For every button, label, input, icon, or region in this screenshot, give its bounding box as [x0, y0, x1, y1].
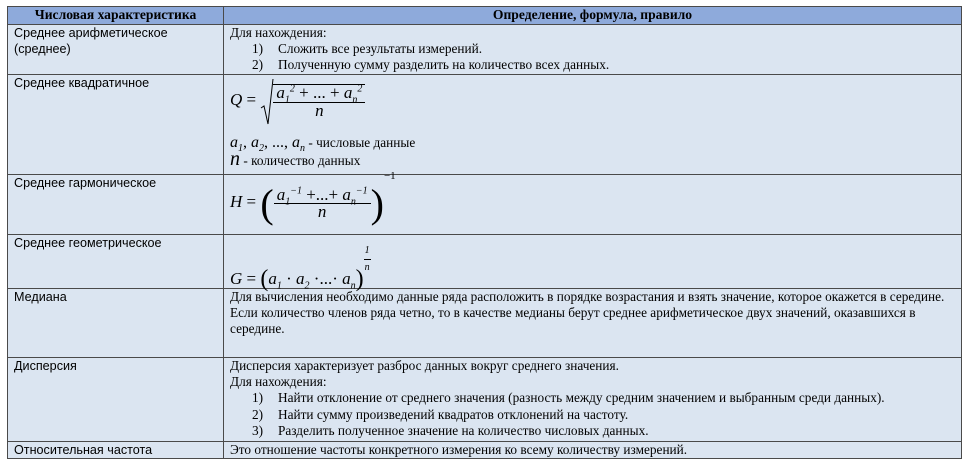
label-relative-frequency: Относительная частота [8, 442, 224, 459]
definition-harmonic-mean [224, 169, 962, 234]
list-item: 2) Полученную сумму разделить на количество всех данных. [252, 57, 610, 73]
table-row [8, 174, 962, 234]
characteristics-table [7, 6, 962, 459]
table-row [8, 358, 962, 442]
variance-steps [230, 390, 961, 439]
table-header-row [8, 7, 962, 25]
definition-relative-frequency: Это отношение частоты конкретного измерения ко всему количеству измерений. [224, 442, 962, 459]
variance-paragraph: Дисперсия характеризует разброс данных вокруг среднего значения. [230, 358, 619, 374]
definition-arithmetic-mean [224, 25, 962, 75]
quadratic-formula: Q = $\frac{a_1^2 + ... + a_n^2}{n}$ [230, 75, 961, 131]
label-harmonic-mean: Среднее гармоническое [8, 174, 224, 234]
data-note-line: $a_1$, $a_2$, ..., $a_n$ - числовые данные [230, 133, 416, 154]
list-item: 3) Разделить полученное значение на количество числовых данных. [252, 422, 649, 438]
label-variance: Дисперсия [8, 358, 224, 442]
definition-variance [224, 358, 962, 442]
list-item: 1) Найти отклонение от среднего значения (разность между средним значением и выбранным среди данных). [252, 390, 885, 406]
harmonic-formula: H = ( $\frac{a_1^{-1} +...+ a_n^{-1}}{n}$ )$^{-1}$ [230, 169, 396, 226]
sqrt-sign: $\frac{a_1^2 + ... + a_n^2}{n}$ [260, 78, 365, 126]
label-arithmetic-mean: Среднее арифметическое (среднее) [8, 25, 224, 75]
header-definition: Определение, формула, правило [224, 7, 962, 25]
mean-intro: Для нахождения: [230, 25, 327, 40]
label-geometric-mean: Среднее геометрическое [8, 234, 224, 288]
table-row [8, 442, 962, 459]
table-row [8, 74, 962, 174]
list-item: 1) Сложить все результаты измерений. [252, 41, 483, 57]
median-paragraph-2: Если количество членов ряда четно, то в качестве медианы берут среднее арифметическое двух значений, оказавшихся в середине. [230, 305, 916, 337]
mean-steps [230, 41, 961, 73]
label-median: Медиана [8, 289, 224, 358]
characteristics-table-wrapper [7, 6, 961, 459]
definition-geometric-mean [224, 234, 962, 292]
radical-icon [260, 78, 274, 126]
definition-median [224, 289, 962, 358]
table-row [8, 234, 962, 288]
header-characteristic: Числовая характеристика [8, 7, 224, 25]
variance-intro: Для нахождения: [230, 374, 327, 390]
median-paragraph-1: Для вычисления необходимо данные ряда расположить в порядке возрастания и взять значение, которое окажется в середине. [230, 289, 945, 305]
label-quadratic-mean: Среднее квадратичное [8, 74, 224, 174]
n-note-line: n - количество данных [230, 147, 361, 170]
table-row [8, 25, 962, 75]
geometric-formula: $G = (a_1 \cdot a_2$ ·...· $a_n$) $\frac{1}{n}$ [230, 244, 370, 292]
table-row [8, 289, 962, 358]
list-item: 2) Найти сумму произведений квадратов отклонений на частоту. [252, 406, 629, 422]
definition-quadratic-mean [224, 74, 962, 174]
